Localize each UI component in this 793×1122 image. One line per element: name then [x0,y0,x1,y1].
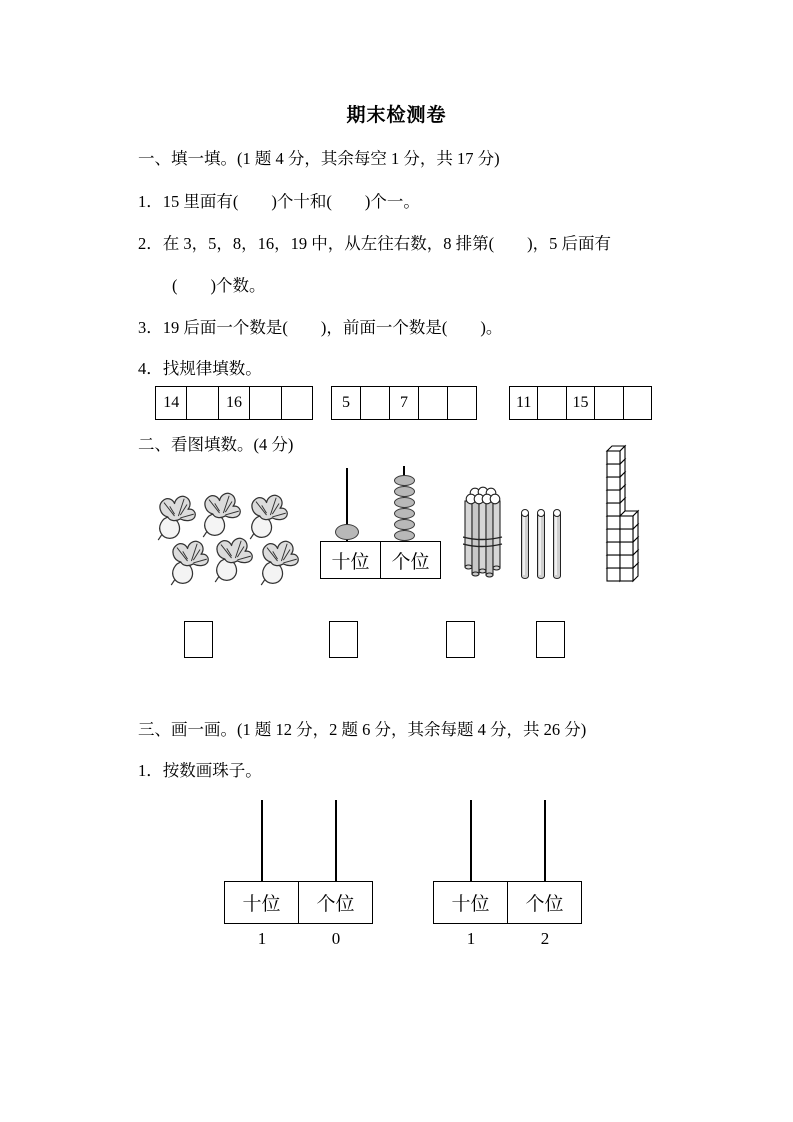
sequence-cell [623,387,651,419]
radish-icon [152,492,199,542]
ones-place-label: 个位 [380,542,440,578]
sequence-cell [537,387,565,419]
abacus-ones-bead [394,519,415,530]
place-value-box [433,881,582,924]
ones-digit: 2 [540,929,550,948]
place-value-rod [544,800,546,881]
blocks-figure [599,437,671,589]
single-stick-icon [553,512,561,579]
page-title: 期末检测卷 [346,105,447,126]
question-2-line1: 2．在 3，5，8，16，19 中，从左往右数，8 排第( )，5 后面有 [138,234,611,253]
answer-box [329,621,358,658]
question-1: 1．15 里面有( )个十和( )个一。 [138,192,420,211]
radish-icon [165,537,212,587]
place-value-rod [261,800,263,881]
tens-digit: 1 [466,929,476,948]
answer-box [446,621,475,658]
single-stick-icon [537,512,545,579]
tens-place-label: 十位 [242,894,281,915]
abacus-ones-bead [394,530,415,541]
abacus-tens-bead [335,524,359,540]
ones-digit: 0 [331,929,341,948]
sequence-cell: 15 [566,387,594,419]
sequence-cell [594,387,622,419]
tens-place-label: 十位 [331,551,370,573]
sequence-cell: 7 [389,387,418,419]
sequence-table [155,386,313,420]
question-4: 4．找规律填数。 [138,359,262,378]
sequence-cell [447,387,476,419]
abacus-ones-bead [394,486,415,497]
stick-bundle-icon [463,485,503,582]
ones-place-label: 个位 [507,882,581,923]
sequence-cell: 14 [163,394,180,411]
sequence-cell: 5 [342,394,350,411]
single-stick-icon [521,512,529,579]
abacus-ones-bead [394,475,415,486]
sequence-cell [360,387,389,419]
radish-icon [255,537,302,587]
place-value-rod [335,800,337,881]
sequence-table [509,386,652,420]
section-three-heading: 三、画一画。(1 题 12 分，2 题 6 分，其余每题 4 分，共 26 分) [138,720,587,739]
question-3: 3．19 后面一个数是( )，前面一个数是( )。 [138,318,503,337]
tens-digit: 1 [257,929,267,948]
section-two-heading: 二、看图填数。(4 分) [138,435,294,454]
abacus-ones-bead [394,508,415,519]
answer-box [184,621,213,658]
section-one-heading: 一、填一填。(1 题 4 分，其余每空 1 分，共 17 分) [138,149,500,168]
sequence-cell: 11 [516,394,532,411]
ones-place-label: 个位 [298,882,372,923]
answer-box [536,621,565,658]
place-value-rod [470,800,472,881]
radish-icon [197,489,244,539]
sequence-cell: 16 [218,387,249,419]
sequence-table [331,386,477,420]
question-2-line2: ( )个数。 [172,276,266,295]
radish-icon [209,534,256,584]
sequence-cell [281,387,312,419]
sequence-cell [249,387,280,419]
sequence-cell [186,387,217,419]
section-three-question-1: 1．按数画珠子。 [138,761,262,780]
place-value-box [224,881,373,924]
abacus-place-value-box [320,541,441,579]
sequence-cell [418,387,447,419]
tens-place-label: 十位 [451,894,490,915]
abacus-ones-bead [394,497,415,508]
